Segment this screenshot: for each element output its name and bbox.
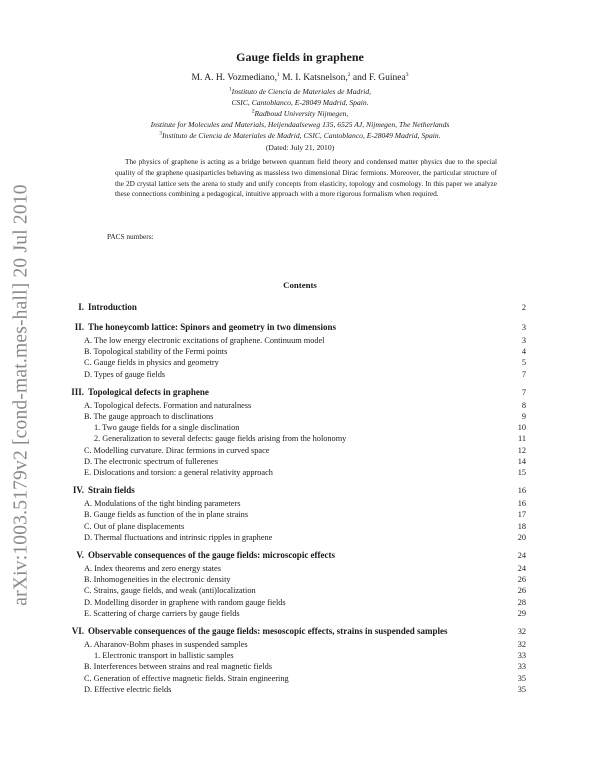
affiliation: CSIC, Cantoblanco, E-28049 Madrid, Spain. bbox=[231, 98, 369, 107]
contents-heading: Contents bbox=[283, 280, 317, 290]
toc-entry-title: The electronic spectrum of fullerenes bbox=[92, 456, 218, 466]
toc-entry-title: The honeycomb lattice: Spinors and geometry in two dimensions bbox=[88, 322, 337, 332]
toc-section-entry[interactable] bbox=[64, 626, 526, 638]
toc-page-number: 3 bbox=[521, 336, 526, 345]
toc-entry-number: C. bbox=[84, 673, 92, 683]
toc-section-entry[interactable] bbox=[64, 322, 526, 334]
toc-subsection-entry[interactable] bbox=[84, 499, 526, 511]
toc-page-number: 2 bbox=[521, 303, 526, 312]
toc-subsection-entry[interactable] bbox=[84, 358, 526, 370]
affiliation: $^1$Instituto de Ciencia de Materiales de Madrid, bbox=[228, 86, 372, 96]
toc-page-number: 7 bbox=[521, 369, 526, 379]
toc-entry-title: Topological stability of the Fermi points bbox=[91, 347, 228, 357]
toc-subsection-entry[interactable] bbox=[84, 533, 526, 545]
toc-entry-title: Two gauge fields for a single disclination bbox=[100, 423, 240, 433]
toc-entry-number: A. bbox=[84, 336, 93, 345]
toc-entry-title: Thermal fluctuations and intrinsic ripples in graphene bbox=[92, 532, 273, 542]
toc-page-number: 26 bbox=[517, 575, 526, 585]
toc-entry-label bbox=[64, 302, 137, 312]
toc-entry-label bbox=[64, 485, 135, 495]
toc-entry-label bbox=[84, 575, 231, 584]
author: M. I. Katsnelson,$^2$ bbox=[282, 71, 351, 83]
toc-entry-label bbox=[84, 674, 289, 683]
toc-entry-number: D. bbox=[84, 597, 93, 607]
toc-entry-number: IV. bbox=[72, 485, 84, 496]
toc-entry-title: Modelling disorder in graphene with random gauge fields bbox=[92, 597, 286, 607]
abstract: The physics of graphene is acting as a bridge between quantum field theory and condensed matter physics due to the special quality of the graphene quasiparticles behaving as massless two dimensional Dirac fermions. Moreover, the particular structure of the 2D crystal lattice sets the arena to study and unify concepts from elasticity, topology and cosmology. In this paper we analyze these connections combining a pedagogical, intuitive approach with a more rigorous formalism when required. bbox=[115, 157, 497, 199]
toc-entry-number: E. bbox=[84, 468, 92, 477]
toc-entry-label bbox=[84, 457, 218, 466]
toc-entry-number: III. bbox=[71, 386, 84, 397]
toc-entry-number: A. bbox=[84, 499, 93, 509]
toc-entry-number: 1. bbox=[94, 423, 101, 433]
toc-entry-number: C. bbox=[84, 521, 92, 531]
toc-page-number: 28 bbox=[517, 597, 526, 607]
toc-entry-label bbox=[64, 550, 335, 560]
toc-entry-number: A. bbox=[84, 640, 93, 649]
toc-subsection-entry[interactable] bbox=[84, 522, 526, 534]
toc-entry-label bbox=[84, 564, 221, 573]
toc-entry-label bbox=[84, 640, 248, 649]
toc-subsection-entry[interactable] bbox=[84, 609, 526, 621]
toc-entry-title: Observable consequences of the gauge fields: mesoscopic effects, strains in suspended samples bbox=[88, 626, 448, 636]
toc-page-number: 26 bbox=[517, 586, 526, 596]
toc-entry-number: B. bbox=[84, 347, 92, 357]
toc-page-number: 24 bbox=[517, 564, 526, 573]
toc-entry-number: VI. bbox=[71, 626, 84, 636]
toc-entry-label bbox=[64, 387, 209, 397]
toc-entry-title: The low energy electronic excitations of graphene. Continuum model bbox=[92, 336, 325, 345]
toc-subsection-entry[interactable] bbox=[84, 446, 526, 458]
toc-entry-title: Introduction bbox=[88, 302, 137, 312]
toc-page-number: 9 bbox=[521, 412, 526, 421]
author-list bbox=[0, 73, 600, 83]
toc-entry-title: Types of gauge fields bbox=[92, 369, 166, 379]
toc-entry-label bbox=[84, 533, 272, 542]
toc-entry-label bbox=[94, 423, 239, 432]
toc-entry-title: Interferences between strains and real magnetic fields bbox=[91, 662, 272, 672]
toc-entry-number: B. bbox=[84, 412, 92, 421]
toc-page-number: 16 bbox=[517, 499, 526, 509]
toc-page-number: 17 bbox=[517, 510, 526, 520]
toc-entry-number: I. bbox=[78, 302, 84, 312]
toc-section-entry[interactable] bbox=[64, 550, 526, 562]
toc-page-number: 18 bbox=[517, 521, 526, 531]
toc-entry-title: Index theorems and zero energy states bbox=[92, 564, 221, 573]
toc-entry-label bbox=[84, 358, 219, 367]
toc-page-number: 11 bbox=[518, 434, 526, 444]
toc-subsection-entry[interactable] bbox=[84, 510, 526, 522]
toc-page-number: 33 bbox=[517, 651, 526, 661]
toc-entry-number: 2. bbox=[94, 434, 101, 444]
affiliation: $^3$Instituto de Ciencia de Materiales de Madrid, CSIC, Cantoblanco, E-28049 Madrid, Spain. bbox=[159, 130, 441, 140]
toc-page-number: 33 bbox=[517, 662, 526, 672]
toc-entry-label bbox=[84, 412, 213, 421]
toc-entry-title: Effective electric fields bbox=[92, 684, 172, 694]
toc-page-number: 7 bbox=[521, 387, 526, 397]
toc-entry-title: Generation of effective magnetic fields. Strain engineering bbox=[91, 673, 289, 683]
toc-entry-number: E. bbox=[84, 608, 92, 618]
toc-page-number: 12 bbox=[517, 445, 526, 455]
toc-entry-number: B. bbox=[84, 510, 92, 520]
toc-page-number: 4 bbox=[521, 347, 526, 357]
toc-page-number: 16 bbox=[517, 486, 526, 496]
toc-subsection-entry[interactable] bbox=[84, 347, 526, 359]
toc-subsection-entry[interactable] bbox=[84, 564, 526, 576]
toc-entry-title: Strains, gauge fields, and weak (anti)localization bbox=[91, 586, 256, 596]
toc-entry-title: Modelling curvature. Dirac fermions in curved space bbox=[91, 445, 270, 455]
toc-entry-title: Generalization to several defects: gauge fields arising from the holonomy bbox=[100, 434, 347, 444]
toc-entry-number: D. bbox=[84, 456, 93, 466]
toc-subsection-entry[interactable] bbox=[94, 423, 526, 435]
toc-entry-title: Gauge fields in physics and geometry bbox=[91, 358, 219, 368]
toc-entry-label bbox=[84, 468, 273, 477]
toc-subsection-entry[interactable] bbox=[84, 336, 526, 348]
toc-entry-number: D. bbox=[84, 369, 93, 379]
toc-page-number: 35 bbox=[517, 684, 526, 694]
toc-entry-number: C. bbox=[84, 586, 92, 596]
toc-section-entry[interactable] bbox=[64, 387, 526, 399]
toc-subsection-entry[interactable] bbox=[84, 685, 526, 697]
toc-page-number: 29 bbox=[517, 608, 526, 618]
author: and F. Guinea$^3$ bbox=[352, 71, 409, 83]
toc-page-number: 14 bbox=[517, 456, 526, 466]
toc-entry-title: Out of plane displacements bbox=[91, 521, 185, 531]
toc-entry-title: Gauge fields as function of the in plane strains bbox=[91, 510, 249, 520]
toc-subsection-entry[interactable] bbox=[84, 575, 526, 587]
toc-subsection-entry[interactable] bbox=[84, 640, 526, 652]
toc-subsection-entry[interactable] bbox=[84, 598, 526, 610]
toc-entry-label bbox=[94, 651, 234, 660]
toc-entry-label bbox=[84, 370, 165, 379]
toc-entry-number: B. bbox=[84, 662, 92, 672]
toc-entry-label bbox=[84, 609, 240, 618]
toc-subsection-entry[interactable] bbox=[84, 662, 526, 674]
affiliation: Institute for Molecules and Materials, Heijendaalseweg 135, 6525 AJ, Nijmegen, The Netherlands bbox=[150, 120, 450, 129]
toc-subsection-entry[interactable] bbox=[84, 412, 526, 424]
toc-entry-title: Topological defects in graphene bbox=[88, 386, 209, 397]
toc-entry-number: D. bbox=[84, 684, 93, 694]
toc-entry-title: Observable consequences of the gauge fields: microscopic effects bbox=[88, 550, 336, 560]
toc-subsection-entry[interactable] bbox=[84, 468, 526, 480]
toc-entry-label bbox=[84, 662, 272, 671]
toc-entry-number: A. bbox=[84, 564, 93, 573]
pacs-numbers: PACS numbers: bbox=[107, 232, 154, 241]
toc-subsection-entry[interactable] bbox=[84, 457, 526, 469]
toc-entry-label bbox=[84, 401, 251, 410]
toc-entry-number: II. bbox=[74, 322, 84, 332]
arxiv-sidebar-stamp bbox=[4, 150, 40, 640]
toc-page-number: 32 bbox=[517, 627, 526, 636]
toc-entry-title: Modulations of the tight binding parameters bbox=[92, 499, 241, 509]
toc-section-entry[interactable] bbox=[64, 302, 526, 314]
toc-subsection-entry[interactable] bbox=[94, 651, 526, 663]
toc-page-number: 32 bbox=[517, 640, 526, 649]
arxiv-identifier: arXiv:1003.5179v2 [cond-mat.mes-hall] 20 Jul 2010 bbox=[11, 184, 32, 606]
toc-entry-label bbox=[84, 446, 269, 455]
toc-entry-title: Scattering of charge carriers by gauge fields bbox=[91, 608, 240, 618]
toc-page-number: 3 bbox=[521, 323, 526, 332]
toc-subsection-entry[interactable] bbox=[94, 434, 526, 446]
toc-entry-label bbox=[84, 347, 227, 356]
toc-page-number: 5 bbox=[521, 358, 526, 368]
toc-entry-label bbox=[64, 626, 448, 636]
toc-entry-number: C. bbox=[84, 358, 92, 368]
toc-entry-label bbox=[84, 586, 256, 595]
toc-entry-number: D. bbox=[84, 532, 93, 542]
toc-entry-label bbox=[64, 322, 336, 332]
toc-entry-label bbox=[84, 499, 240, 508]
toc-page-number: 8 bbox=[521, 400, 526, 410]
author: M. A. H. Vozmediano,$^1$ bbox=[191, 71, 280, 83]
toc-entry-title: Electronic transport in ballistic samples bbox=[100, 651, 234, 661]
paper-title: Gauge fields in graphene bbox=[236, 50, 364, 64]
toc-entry-title: Inhomogeneities in the electronic density bbox=[91, 575, 231, 585]
date-line: (Dated: July 21, 2010) bbox=[265, 143, 335, 152]
toc-subsection-entry[interactable] bbox=[84, 370, 526, 382]
toc-subsection-entry[interactable] bbox=[84, 674, 526, 686]
toc-entry-number: B. bbox=[84, 575, 92, 585]
toc-entry-number: 1. bbox=[94, 651, 101, 661]
toc-entry-label bbox=[84, 598, 286, 607]
toc-page-number: 35 bbox=[517, 673, 526, 683]
toc-entry-label bbox=[84, 522, 184, 531]
toc-entry-number: A. bbox=[84, 400, 93, 410]
toc-entry-title: Topological defects. Formation and naturalness bbox=[92, 400, 252, 410]
toc-entry-title: The gauge approach to disclinations bbox=[91, 412, 214, 421]
toc-entry-title: Dislocations and torsion: a general relativity approach bbox=[91, 468, 273, 477]
toc-page-number: 24 bbox=[517, 551, 526, 560]
toc-entry-title: Strain fields bbox=[88, 485, 135, 496]
toc-entry-number: V. bbox=[76, 550, 84, 560]
toc-entry-label bbox=[84, 336, 324, 345]
toc-section-entry[interactable] bbox=[64, 485, 526, 497]
affiliation: $^2$Radboud University Nijmegen, bbox=[251, 108, 349, 118]
toc-page-number: 15 bbox=[517, 468, 526, 477]
toc-entry-label bbox=[84, 510, 248, 519]
toc-entry-number: C. bbox=[84, 445, 92, 455]
toc-entry-label bbox=[84, 685, 171, 694]
toc-page-number: 20 bbox=[517, 532, 526, 542]
toc-entry-title: Aharanov-Bohm phases in suspended samples bbox=[92, 640, 248, 649]
toc-entry-label bbox=[94, 434, 346, 443]
toc-subsection-entry[interactable] bbox=[84, 401, 526, 413]
toc-page-number: 10 bbox=[517, 423, 526, 433]
toc-subsection-entry[interactable] bbox=[84, 586, 526, 598]
